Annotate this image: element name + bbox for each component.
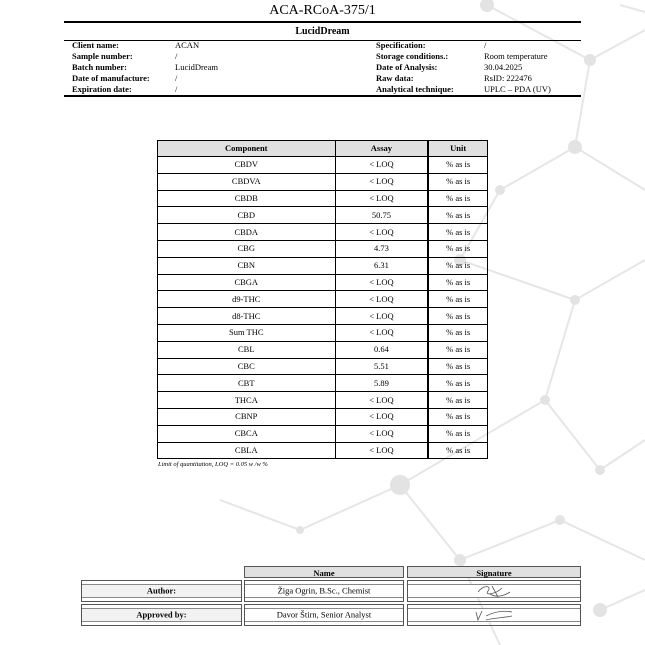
unit-cell: % as is (428, 190, 487, 207)
assay-cell: < LOQ (335, 291, 428, 308)
table-row (158, 392, 488, 409)
approver-role-label: Approved by: (136, 609, 187, 620)
assay-cell: 5.51 (335, 358, 428, 375)
assay-cell: 50.75 (335, 207, 428, 224)
assay-cell: 4.73 (335, 240, 428, 257)
unit-cell: % as is (428, 257, 487, 274)
storage-conditions-value: Room temperature (484, 51, 548, 61)
assay-cell: < LOQ (335, 425, 428, 442)
unit-cell: % as is (428, 392, 487, 409)
batch-number-value: LucidDream (175, 62, 218, 72)
unit-cell: % as is (428, 224, 487, 241)
specification-value: / (484, 40, 487, 50)
table-row (158, 207, 488, 224)
unit-cell: % as is (428, 324, 487, 341)
table-row (158, 274, 488, 291)
component-cell: CBDB (158, 190, 336, 207)
unit-cell: % as is (428, 442, 487, 459)
unit-cell: % as is (428, 207, 487, 224)
table-row (158, 240, 488, 257)
component-cell: CBD (158, 207, 336, 224)
unit-cell: % as is (428, 291, 487, 308)
author-role-cell (81, 580, 242, 602)
product-name: LucidDream (295, 26, 350, 37)
table-row (158, 190, 488, 207)
unit-cell: % as is (428, 341, 487, 358)
component-cell: CBCA (158, 425, 336, 442)
approver-role-cell (81, 604, 242, 626)
client-name-label: Client name: (72, 40, 119, 50)
results-body (158, 157, 488, 459)
assay-cell: < LOQ (335, 408, 428, 425)
date-of-manufacture-value: / (175, 73, 178, 83)
approver-name: Davor Štirn, Senior Analyst (276, 609, 372, 620)
component-cell: CBDV (158, 157, 336, 174)
author-role-label: Author: (146, 585, 177, 596)
assay-cell: < LOQ (335, 190, 428, 207)
sample-number-label: Sample number: (72, 51, 133, 61)
storage-conditions-label: Storage conditions.: (376, 51, 449, 61)
assay-cell: < LOQ (335, 173, 428, 190)
info-row (72, 84, 581, 95)
table-row (158, 425, 488, 442)
unit-cell: % as is (428, 408, 487, 425)
unit-cell: % as is (428, 358, 487, 375)
assay-cell: 5.89 (335, 375, 428, 392)
assay-cell: < LOQ (335, 308, 428, 325)
table-row (158, 341, 488, 358)
component-cell: CBC (158, 358, 336, 375)
component-cell: Sum THC (158, 324, 336, 341)
analytical-technique-value: UPLC – PDA (UV) (484, 84, 551, 94)
date-of-manufacture-label: Date of manufacture: (72, 73, 150, 83)
author-name: Žiga Ogrin, B.Sc., Chemist (277, 585, 371, 596)
unit-column-header: Unit (428, 141, 487, 157)
header-rule-top (64, 21, 581, 23)
raw-data-label: Raw data: (376, 73, 414, 83)
approver-signature-scribble (472, 606, 516, 624)
author-signature-cell (407, 580, 581, 602)
table-row (158, 257, 488, 274)
unit-cell: % as is (428, 157, 487, 174)
assay-cell: < LOQ (335, 442, 428, 459)
date-of-analysis-value: 30.04.2025 (484, 62, 523, 72)
component-cell: CBLA (158, 442, 336, 459)
component-cell: CBG (158, 240, 336, 257)
signature-block (81, 566, 581, 626)
table-row (158, 308, 488, 325)
component-cell: CBN (158, 257, 336, 274)
component-cell: CBL (158, 341, 336, 358)
component-cell: d8-THC (158, 308, 336, 325)
cannabinoid-results-table (157, 140, 488, 459)
table-row (158, 157, 488, 174)
table-row (158, 358, 488, 375)
name-column-header: Name (244, 566, 404, 578)
loq-note: Limit of quantitation, LOQ = 0.05 w /w % (158, 461, 268, 468)
table-row (158, 442, 488, 459)
unit-cell: % as is (428, 240, 487, 257)
unit-cell: % as is (428, 375, 487, 392)
component-column-header: Component (158, 141, 336, 157)
sample-number-value: / (175, 51, 178, 61)
table-row (158, 408, 488, 425)
component-cell: CBGA (158, 274, 336, 291)
header-rule-bottom (64, 95, 581, 97)
unit-cell: % as is (428, 173, 487, 190)
date-of-analysis-label: Date of Analysis: (376, 62, 438, 72)
approver-signature-cell (407, 604, 581, 626)
info-row (72, 51, 581, 62)
table-header-row (158, 141, 488, 157)
component-cell: d9-THC (158, 291, 336, 308)
client-name-value: ACAN (175, 40, 200, 50)
analytical-technique-label: Analytical technique: (376, 84, 454, 94)
table-row (158, 375, 488, 392)
sample-info-grid (72, 40, 581, 95)
unit-cell: % as is (428, 308, 487, 325)
assay-cell: 0.64 (335, 341, 428, 358)
assay-cell: < LOQ (335, 392, 428, 409)
unit-cell: % as is (428, 425, 487, 442)
assay-cell: < LOQ (335, 324, 428, 341)
component-cell: CBNP (158, 408, 336, 425)
table-row (158, 173, 488, 190)
info-row (72, 73, 581, 84)
info-row (72, 40, 581, 51)
assay-cell: < LOQ (335, 157, 428, 174)
raw-data-value: RsID: 222476 (484, 73, 532, 83)
assay-column-header: Assay (335, 141, 428, 157)
author-name-cell (244, 580, 404, 602)
author-signature-scribble (474, 582, 514, 600)
info-row (72, 62, 581, 73)
table-row (158, 291, 488, 308)
approver-name-cell (244, 604, 404, 626)
signature-column-header: Signature (407, 566, 581, 578)
assay-cell: < LOQ (335, 224, 428, 241)
unit-cell: % as is (428, 274, 487, 291)
assay-cell: < LOQ (335, 274, 428, 291)
table-row (158, 224, 488, 241)
component-cell: THCA (158, 392, 336, 409)
expiration-date-value: / (175, 84, 178, 94)
batch-number-label: Batch number: (72, 62, 128, 72)
component-cell: CBDA (158, 224, 336, 241)
component-cell: CBDVA (158, 173, 336, 190)
specification-label: Specification: (376, 40, 426, 50)
document-title: ACA-RCoA-375/1 (269, 3, 376, 18)
component-cell: CBT (158, 375, 336, 392)
expiration-date-label: Expiration date: (72, 84, 132, 94)
table-row (158, 324, 488, 341)
assay-cell: 6.31 (335, 257, 428, 274)
